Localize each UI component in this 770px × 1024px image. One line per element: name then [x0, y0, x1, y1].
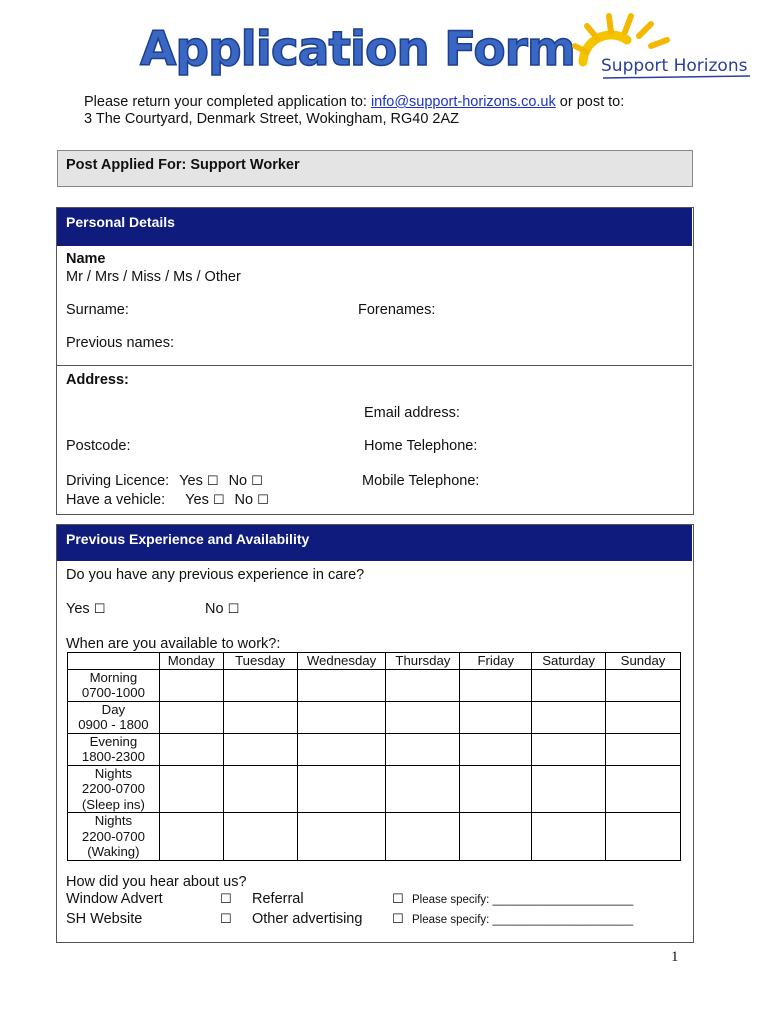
shift-label-cell [68, 813, 160, 861]
shift-name: Evening [89, 733, 138, 749]
window-advert-checkbox[interactable]: ☐ [220, 892, 232, 907]
forenames-field[interactable]: Forenames: [358, 302, 436, 318]
shift-time: 1800-2300 [81, 749, 145, 764]
availability-cell[interactable] [606, 765, 681, 813]
driving-licence-label: Driving Licence: [66, 473, 170, 489]
shift-time: 2200-0700 [81, 828, 145, 844]
post-applied-label: Post Applied For: Support Worker [66, 157, 300, 173]
shift-label-cell [68, 701, 160, 733]
email-field[interactable]: Email address: [364, 405, 460, 421]
availability-cell[interactable] [460, 733, 532, 765]
experience-heading: Previous Experience and Availability [66, 531, 310, 547]
day-header: Sunday [606, 653, 681, 670]
sh-website-label: SH Website [66, 911, 143, 927]
name-label: Name [66, 251, 106, 267]
availability-cell[interactable] [532, 701, 606, 733]
return-suffix: or post to: [559, 94, 625, 110]
availability-cell[interactable] [386, 669, 460, 701]
home-telephone-field[interactable]: Home Telephone: [364, 438, 478, 454]
availability-question: When are you available to work?: [66, 636, 281, 652]
care-experience-yes-label: Yes [66, 601, 90, 617]
availability-cell[interactable] [297, 701, 386, 733]
availability-header-row [68, 653, 681, 670]
care-experience-no-checkbox[interactable]: ☐ [227, 602, 240, 617]
hear-about-question: How did you hear about us? [66, 874, 247, 890]
care-experience-no-label: No [205, 601, 224, 617]
availability-table [67, 652, 681, 861]
availability-cell[interactable] [159, 733, 223, 765]
driving-licence-no-checkbox[interactable]: ☐ [251, 474, 263, 489]
availability-cell[interactable] [532, 813, 606, 861]
corner-cell [68, 653, 160, 670]
title-options[interactable]: Mr / Mrs / Miss / Ms / Other [66, 269, 241, 285]
availability-cell[interactable] [223, 733, 297, 765]
shift-label-cell [68, 733, 160, 765]
availability-cell[interactable] [297, 733, 386, 765]
availability-cell[interactable] [460, 813, 532, 861]
page-number: 1 [671, 949, 679, 965]
sun-logo-icon [565, 10, 755, 90]
care-experience-no [205, 601, 239, 617]
mobile-telephone-field[interactable]: Mobile Telephone: [362, 473, 480, 489]
driving-licence-yes-checkbox[interactable]: ☐ [206, 474, 219, 489]
availability-row [68, 733, 681, 765]
availability-cell[interactable] [386, 701, 460, 733]
day-header: Monday [159, 653, 223, 670]
availability-cell[interactable] [532, 765, 606, 813]
availability-cell[interactable] [606, 733, 681, 765]
availability-cell[interactable] [159, 669, 223, 701]
driving-licence-row [66, 473, 263, 489]
day-header: Wednesday [297, 653, 386, 670]
availability-cell[interactable] [606, 813, 681, 861]
day-header: Tuesday [223, 653, 297, 670]
shift-time: 2200-0700 [81, 781, 145, 796]
previous-names-field[interactable]: Previous names: [66, 335, 174, 351]
personal-details-header [57, 208, 692, 246]
care-experience-yes-checkbox[interactable]: ☐ [93, 602, 106, 617]
section-divider [57, 365, 692, 366]
vehicle-yes-label: Yes [185, 492, 209, 508]
availability-cell[interactable] [297, 765, 386, 813]
care-experience-question: Do you have any previous experience in care? [66, 567, 365, 583]
surname-field[interactable]: Surname: [66, 302, 129, 318]
availability-row [68, 813, 681, 861]
shift-label-cell [68, 669, 160, 701]
postal-address: 3 The Courtyard, Denmark Street, Wokingham, RG40 2AZ [84, 111, 460, 127]
referral-specify-field[interactable]: Please specify: ______________________ [412, 894, 634, 906]
other-advertising-checkbox[interactable]: ☐ [392, 912, 404, 927]
shift-time: 0900 - 1800 [78, 717, 149, 732]
address-field[interactable]: Address: [66, 372, 129, 388]
day-header: Friday [460, 653, 532, 670]
availability-cell[interactable] [159, 765, 223, 813]
availability-cell[interactable] [460, 765, 532, 813]
availability-row [68, 765, 681, 813]
shift-name: Nights [94, 813, 133, 828]
availability-cell[interactable] [223, 765, 297, 813]
shift-name: Day [101, 701, 126, 717]
availability-row [68, 701, 681, 733]
driving-licence-no-label: No [228, 473, 248, 489]
availability-cell[interactable] [159, 701, 223, 733]
day-header: Saturday [532, 653, 606, 670]
availability-cell[interactable] [223, 813, 297, 861]
availability-cell[interactable] [532, 669, 606, 701]
return-prefix: Please return your completed application to: [84, 94, 367, 110]
email-link[interactable]: info@support-horizons.co.uk [370, 94, 556, 110]
availability-cell[interactable] [223, 701, 297, 733]
vehicle-label: Have a vehicle: [66, 492, 166, 508]
other-advertising-label: Other advertising [252, 911, 363, 927]
availability-cell[interactable] [159, 813, 223, 861]
availability-cell[interactable] [386, 733, 460, 765]
shift-extra: (Waking) [87, 844, 140, 859]
availability-cell[interactable] [223, 669, 297, 701]
shift-extra: (Sleep ins) [81, 796, 145, 812]
vehicle-yes-checkbox[interactable]: ☐ [212, 493, 225, 508]
driving-licence-yes-label: Yes [179, 473, 203, 489]
vehicle-no-checkbox[interactable]: ☐ [257, 493, 269, 508]
referral-checkbox[interactable]: ☐ [392, 892, 404, 907]
form-title: Application Form [140, 22, 575, 77]
window-advert-label: Window Advert [66, 891, 163, 907]
postcode-field[interactable]: Postcode: [66, 438, 131, 454]
personal-details-heading: Personal Details [66, 214, 175, 230]
logo-text: Support Horizons [601, 56, 748, 76]
vehicle-row [66, 492, 269, 508]
availability-cell[interactable] [532, 733, 606, 765]
availability-cell[interactable] [606, 701, 681, 733]
vehicle-no-label: No [234, 492, 254, 508]
return-instructions [84, 94, 624, 110]
other-advertising-specify-field[interactable]: Please specify: ______________________ [412, 914, 634, 926]
post-applied-box [57, 150, 693, 187]
availability-cell[interactable] [386, 765, 460, 813]
availability-cell[interactable] [386, 813, 460, 861]
availability-cell[interactable] [460, 669, 532, 701]
shift-time: 0700-1000 [81, 685, 145, 700]
referral-label: Referral [252, 891, 304, 907]
sh-website-checkbox[interactable]: ☐ [220, 912, 232, 927]
shift-label-cell [68, 765, 160, 813]
availability-cell[interactable] [460, 701, 532, 733]
day-header: Thursday [386, 653, 460, 670]
availability-cell[interactable] [297, 669, 386, 701]
shift-name: Nights [94, 765, 133, 781]
experience-header [57, 525, 692, 561]
personal-details-section [56, 207, 694, 515]
shift-name: Morning [89, 669, 138, 685]
availability-cell[interactable] [297, 813, 386, 861]
availability-cell[interactable] [606, 669, 681, 701]
support-horizons-logo [565, 10, 755, 90]
availability-row [68, 669, 681, 701]
care-experience-yes [66, 601, 105, 617]
